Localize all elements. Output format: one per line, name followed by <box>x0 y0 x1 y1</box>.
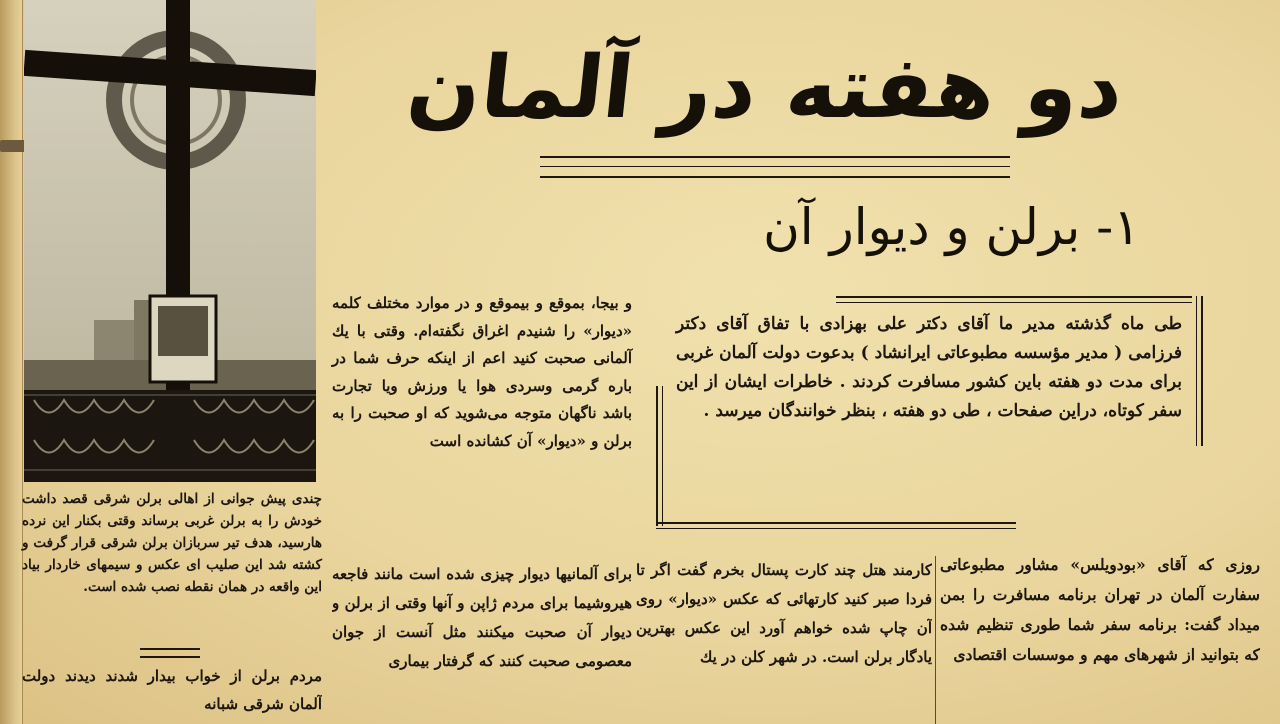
intro-border-left <box>656 386 663 526</box>
column-text-continued: و بیجا، بموقع و بیموقع و در موارد مختلف کلمه «دیوار» را شنیدم اغراق نگفته‌ام. وقتی با یك آلمانی صحبت کنید اعم از اینکه حرف شما در باره گرمی وسردی هوا یا ورزش ویا تجارت باشد ناگهان متوجه می‌شوید که او صحبت را به برلن و «دیوار» آن کشانده است <box>332 294 632 450</box>
intro-box <box>656 296 1204 530</box>
caption-divider <box>140 648 200 658</box>
column-divider <box>935 556 936 724</box>
title-rule-top <box>540 156 1010 158</box>
article-title: دو هفته در آلمان <box>402 38 1129 138</box>
title-rule-middle <box>540 166 1010 167</box>
intro-border-top <box>836 296 1192 303</box>
page-binding <box>0 0 23 724</box>
cross-memorial-photo <box>24 0 316 482</box>
intro-border-bottom <box>656 522 1016 529</box>
title-rule-bottom <box>540 176 1010 178</box>
column-opening-text: روزی که آقای «بودویلس» مشاور مطبوعاتی سفارت آلمان در تهران برنامه مسافرت را بمن میداد گفت: برنامه سفر شما طوری تنظیم شده که بتوانید از شهرهای مهم و موسسات اقتصادی <box>940 555 1260 664</box>
intro-text: طی ماه گذشته مدیر ما آقای دکتر علی بهزادی با تفاق آقای دکتر فرزامی ( مدیر مؤسسه مطبوعاتی ایرانشاد ) بدعوت دولت آلمان غربی برای مدت دو هفته باین کشور مسافرت کردند . خاطرات ایشان از این سفر کوتاه، دراین صفحات ، طی دو هفته ، بنظر خوانندگان میرسد . <box>676 314 1182 421</box>
left-column-bottom-text: مردم برلن از خواب بیدار شدند دیدند دولت آلمان شرقی شبانه <box>22 667 322 713</box>
column-hotel-text: کارمند هتل چند کارت پستال بخرم گفت اگر تا فردا صبر کنید کارتهائی که عکس «دیوار» روی آن چاپ شده خواهم آورد این عکس بهترین یادگار برلن است. در شهر کلن در یك <box>636 561 932 666</box>
article-subtitle: ۱- برلن و دیوار آن <box>763 198 1140 256</box>
intro-border-right <box>1196 296 1203 446</box>
column-text-paragraph: برای آلمانیها دیوار چیزی شده است مانند فاجعه هیروشیما برای مردم ژاپن و آنها وقتی از برلن و دیوار آن صحبت میکنند مثل آنست از جوان معصومی صحبت کنند که گرفتار بیماری <box>332 565 632 670</box>
photo-caption: چندی پیش جوانی از اهالی برلن شرقی قصد داشت خودش را به برلن غربی برساند وقتی بکنار این نرده هارسید، هدف تیر سربازان برلن شرقی قرار گرفت و کشته شد این صلیب ای عکس و سیمهای خاردار بیاد این واقعه در همان نقطه نصب شده است. <box>22 491 322 595</box>
